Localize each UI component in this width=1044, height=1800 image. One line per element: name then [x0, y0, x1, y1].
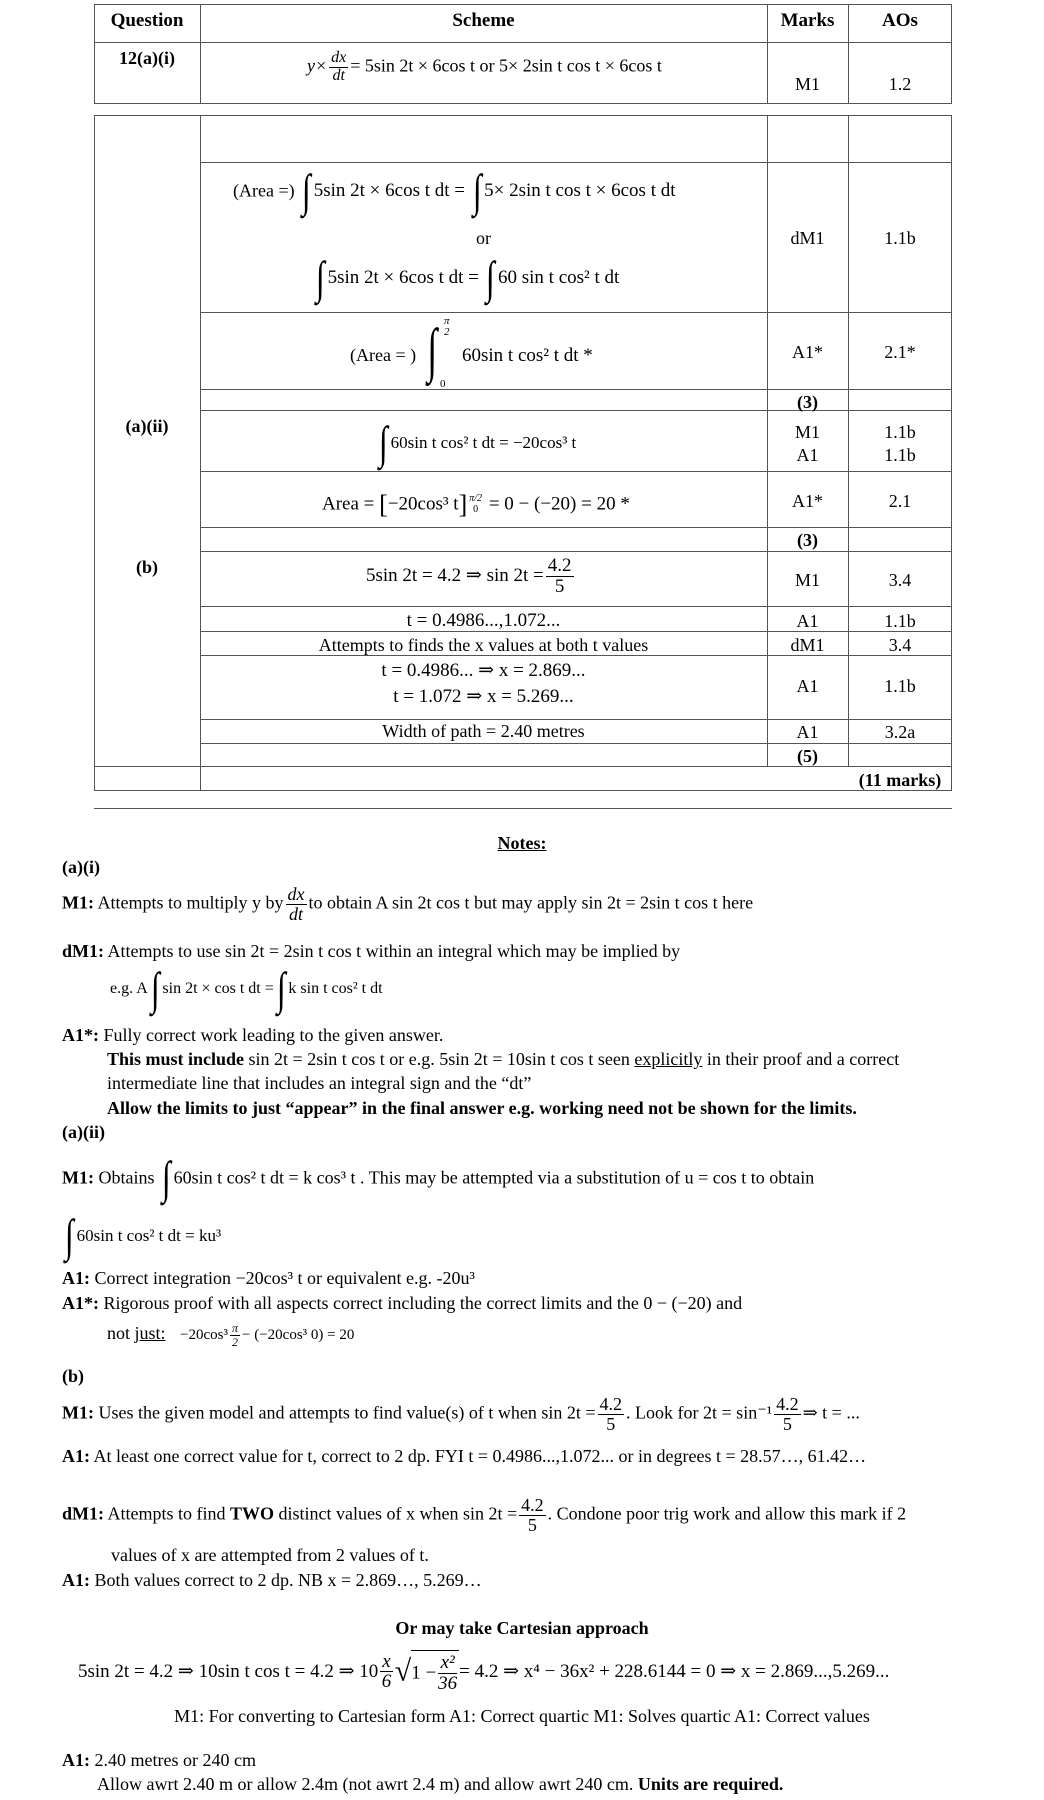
b-dm1-text-c: . Condone poor trig work and allow this mark if 2	[547, 1503, 907, 1524]
fraction	[519, 1496, 546, 1535]
b-a1-label: A1:	[62, 1446, 90, 1466]
notes-ai-m1	[62, 885, 753, 924]
lower-limit: 0	[440, 378, 446, 390]
frac-den: 5	[527, 1514, 537, 1535]
b-m1-label: M1:	[62, 1402, 94, 1423]
upper-den: 2	[444, 326, 450, 338]
scheme-12ai-y: y×	[307, 55, 328, 76]
notes-ai-dm1	[62, 941, 680, 962]
ao-aii-2: 1.1b	[884, 445, 916, 465]
frac-den: 5	[554, 575, 565, 597]
ao-aii-1: 1.1b	[884, 422, 916, 442]
cartesian-equation	[78, 1650, 889, 1694]
b-m1-text-b: . Look for 2t = sin⁻¹	[626, 1402, 773, 1423]
ao-b-5: 3.2a	[884, 722, 916, 742]
notes-a1s-line2	[107, 1049, 899, 1070]
header-scheme: Scheme	[452, 10, 515, 31]
b-eq4a: t = 0.4986... ⇒ x = 2.869...	[381, 660, 586, 681]
fraction	[380, 1652, 392, 1693]
mark-integral2: A1*	[792, 342, 823, 362]
integral-sign: ∫	[64, 1210, 74, 1261]
integral-area-line	[233, 165, 676, 216]
right-bracket: ]	[458, 490, 468, 519]
b-eq4b: t = 1.072 ⇒ x = 5.269...	[393, 686, 574, 707]
aii-m1-text-b: 60sin t cos² t dt = k cos³ t . This may be attempted via a substitution of u = cos t to obtain	[173, 1167, 815, 1188]
notjust-u: just:	[134, 1323, 166, 1344]
question-label-aii: (a)(ii)	[125, 416, 169, 436]
m1-text-b: to obtain A sin 2t cos t but may apply sin 2t = 2sin t cos t here	[308, 892, 754, 913]
b-m1-text-c: ⇒ t = ...	[802, 1402, 860, 1423]
cart-sqrt-a: 1 −	[411, 1662, 437, 1684]
dm1-eg-end: k sin t cos² t dt	[288, 979, 383, 997]
ao-b-1: 3.4	[888, 570, 912, 590]
notes-aii-notjust	[107, 1322, 354, 1348]
dm1-eg-mid: sin 2t × cos t dt =	[162, 979, 274, 997]
area-label-2: (Area = )	[350, 345, 417, 365]
mark-b-2: A1	[796, 611, 819, 631]
notjust-pre: not	[107, 1323, 131, 1344]
a1s-bold: This must include	[107, 1049, 245, 1069]
aii-a1-label: A1:	[62, 1268, 90, 1288]
fraction	[438, 1653, 457, 1694]
ao-integral1: 1.1b	[884, 228, 916, 248]
mark-b-1: M1	[794, 570, 820, 590]
divider	[200, 719, 952, 720]
notes-a1s-line4: Allow the limits to just “appear” in the final answer e.g. working need not be shown for the limits.	[107, 1098, 857, 1118]
frac-num: 4.2	[547, 555, 572, 576]
area-prefix: Area =	[322, 493, 375, 515]
question-label-12ai: 12(a)(i)	[119, 48, 175, 68]
upper-limit	[444, 316, 450, 338]
mark-aii-1: M1	[794, 422, 820, 442]
final-text: 2.40 metres or 240 cm	[94, 1750, 256, 1770]
a1s-underline: explicitly	[634, 1049, 703, 1069]
upper-num: π	[444, 315, 450, 327]
final-line2-bold: Units are required.	[637, 1774, 784, 1794]
header-question: Question	[110, 10, 184, 31]
b-dm1-text-a: Attempts to find	[107, 1503, 226, 1524]
b-eq1	[366, 556, 576, 597]
or-text: or	[476, 228, 491, 248]
fraction	[230, 1322, 240, 1348]
frac-den: dt	[289, 903, 304, 924]
m1-label: M1:	[62, 892, 94, 913]
fraction	[329, 50, 348, 85]
frac-num: dx	[287, 884, 305, 904]
sqrt-sign: √	[394, 1654, 412, 1688]
b-a1b-label: A1:	[62, 1570, 90, 1590]
mark-integral1: dM1	[790, 228, 825, 248]
question-label-b: (b)	[136, 557, 158, 577]
notes-final-line2	[97, 1774, 783, 1795]
notes-title: Notes:	[497, 833, 547, 853]
notjust-expr-b: − (−20cos³ 0) = 20	[242, 1327, 355, 1344]
frac-den: 36	[438, 1672, 458, 1694]
divider	[200, 312, 952, 313]
fraction	[546, 556, 574, 597]
divider	[200, 42, 201, 104]
notjust-expr-a: −20cos³	[180, 1327, 228, 1344]
a1s-rest: sin 2t = 2sin t cos t or e.g. 5sin 2t = 10sin t cos t seen	[248, 1049, 630, 1069]
cart-eq-a: 5sin 2t = 4.2 ⇒ 10sin t cos t = 4.2 ⇒ 10	[78, 1661, 379, 1683]
b-dm1-text-b: distinct values of x when sin 2t =	[278, 1503, 518, 1524]
final-line2-a: Allow awrt 2.40 m or allow 2.4m (not awrt 2.4 m) and allow awrt 240 cm.	[97, 1774, 634, 1794]
area-label: (Area =)	[233, 180, 295, 201]
frac-num: π	[231, 1321, 238, 1335]
aii-area-line	[322, 490, 630, 520]
frac-den: 5	[782, 1413, 792, 1434]
notes-b-a1	[62, 1446, 866, 1467]
frac-num: 4.2	[599, 1394, 623, 1414]
b-eq3: Attempts to finds the x values at both t values	[318, 635, 649, 655]
notes-b-label: (b)	[62, 1366, 84, 1386]
divider	[767, 42, 768, 104]
divider	[200, 527, 952, 528]
scheme-12ai-rest: = 5sin 2t × 6cos t or 5× 2sin t cos t × 6cos t	[350, 55, 662, 76]
integral-sign: ∫	[150, 963, 160, 1014]
frac-den: 5	[606, 1413, 616, 1434]
limit-lower: 0	[473, 503, 479, 515]
b-a1-text: At least one correct value for t, correct to 2 dp. FYI t = 0.4986...,1.072... or in degrees t = 28.57…, 61.42…	[93, 1446, 867, 1466]
frac-den: dt	[332, 66, 345, 84]
b-m1-text-a: Uses the given model and attempts to find value(s) of t when sin 2t =	[98, 1402, 596, 1423]
b-dm1-label: dM1:	[62, 1503, 104, 1524]
aii-integral	[376, 417, 577, 468]
integral-sign: ∫	[315, 252, 325, 303]
grand-total: (11 marks)	[858, 770, 942, 790]
b-a1b-text: Both values correct to 2 dp. NB x = 2.869…, 5.269…	[94, 1570, 482, 1590]
notes-b-dm1-line2: values of x are attempted from 2 values of t.	[111, 1545, 429, 1565]
divider	[200, 743, 952, 744]
integral-sign: ∫	[427, 317, 438, 383]
a1s-end: in their proof and a correct	[706, 1049, 900, 1069]
integral-lhs: 5sin 2t × 6cos t dt =	[313, 180, 466, 202]
frac-num: x²	[438, 1653, 457, 1674]
notes-b-a1b	[62, 1570, 482, 1591]
frac-num: x	[382, 1650, 391, 1672]
header-aos: AOs	[882, 10, 918, 31]
aii-integral-text: 60sin t cos² t dt = −20cos³ t	[390, 433, 577, 453]
dm1-label: dM1:	[62, 941, 104, 961]
divider	[200, 551, 952, 552]
b-dm1-bold: TWO	[230, 1503, 275, 1524]
integral-rhs2: 60 sin t cos² t dt	[498, 267, 620, 289]
ao-integral2: 2.1*	[884, 342, 916, 362]
notes-aii-a1	[62, 1268, 475, 1289]
sqrt-body	[411, 1650, 459, 1694]
dm1-eg-pre: e.g. A	[110, 979, 148, 997]
aii-a1s-text: Rigorous proof with all aspects correct including the correct limits and the 0 − (−20) and	[103, 1293, 743, 1313]
mark-12ai: M1	[794, 74, 820, 94]
fraction	[774, 1395, 801, 1434]
b-eq1-pre: 5sin 2t = 4.2 ⇒ sin 2t =	[366, 564, 544, 586]
total-aii: (3)	[797, 530, 818, 550]
notes-a1s-line3: intermediate line that includes an integral sign and the “dt”	[107, 1073, 532, 1093]
aii-a1s-label: A1*:	[62, 1293, 99, 1313]
frac-den: 6	[381, 1671, 392, 1693]
notes-aii-label: (a)(ii)	[62, 1122, 105, 1142]
integral-sign: ∫	[378, 417, 388, 468]
notes-aii-m1	[62, 1152, 815, 1203]
ao-b-3: 3.4	[888, 635, 912, 655]
total-b: (5)	[797, 746, 818, 766]
aii-m1-label: M1:	[62, 1167, 94, 1188]
frac-num: 4.2	[521, 1495, 544, 1515]
divider	[200, 162, 952, 163]
m1-text-a: Attempts to multiply y by	[97, 892, 284, 913]
area-bracket: −20cos³ t	[387, 493, 459, 515]
integral-alt-line	[313, 252, 620, 303]
area-post: = 0 − (−20) = 20 *	[488, 493, 630, 515]
a1s-label: A1*:	[62, 1025, 99, 1045]
integral-rhs: 5× 2sin t cos t × 6cos t dt	[484, 180, 676, 202]
left-bracket: [	[379, 490, 388, 519]
dm1-text: Attempts to use sin 2t = 2sin t cos t within an integral which may be implied by	[107, 941, 681, 961]
mark-aii-3: A1*	[792, 491, 823, 511]
scheme-12ai	[307, 50, 662, 85]
cartesian-title: Or may take Cartesian approach	[395, 1618, 649, 1638]
frac-num: dx	[331, 49, 347, 66]
notes-final-a1	[62, 1750, 256, 1771]
mark-aii-2: A1	[796, 445, 819, 465]
limits	[469, 494, 482, 515]
limit-upper: π/2	[469, 493, 483, 505]
notes-ai-label: (a)(i)	[62, 857, 100, 877]
aii-m1-text-a: Obtains	[98, 1167, 155, 1188]
mark-b-5: A1	[796, 722, 819, 742]
total-ai: (3)	[797, 392, 818, 412]
ao-b-2: 1.1b	[884, 611, 916, 631]
notes-aii-m1-line2	[62, 1210, 222, 1261]
integral2-body: 60sin t cos² t dt *	[462, 345, 593, 366]
aii-a1-text: Correct integration −20cos³ t or equivalent e.g. -20u³	[94, 1268, 475, 1288]
notes-b-m1	[62, 1395, 860, 1434]
cartesian-marks: M1: For converting to Cartesian form A1: Correct quartic M1: Solves quartic A1: Correct values	[174, 1706, 870, 1726]
notes-dm1-example	[110, 963, 383, 1014]
mark-b-4: A1	[796, 676, 819, 696]
integral-sign: ∫	[276, 963, 286, 1014]
divider	[200, 606, 952, 607]
fraction	[598, 1395, 625, 1434]
notes-b-dm1	[62, 1496, 906, 1535]
divider	[848, 42, 849, 104]
integral-sign: ∫	[302, 165, 311, 216]
divider	[200, 471, 952, 472]
integral-sign: ∫	[161, 1152, 171, 1203]
integral-sign: ∫	[486, 252, 496, 303]
b-eq2: t = 0.4986...,1.072...	[406, 610, 561, 631]
b-eq5: Width of path = 2.40 metres	[382, 721, 585, 741]
section-separator	[94, 808, 952, 809]
integral-lhs2: 5sin 2t × 6cos t dt =	[327, 267, 479, 289]
cart-eq-b: = 4.2 ⇒ x⁴ − 36x² + 228.6144 = 0 ⇒ x = 2.869...,5.269...	[459, 1661, 890, 1683]
ao-12ai: 1.2	[888, 74, 912, 94]
fraction	[286, 885, 307, 924]
frac-num: 4.2	[776, 1394, 799, 1414]
a1s-text: Fully correct work leading to the given answer.	[103, 1025, 444, 1045]
header-marks: Marks	[780, 10, 835, 31]
notes-aii-a1star	[62, 1293, 742, 1314]
ao-b-4: 1.1b	[884, 676, 916, 696]
aii-m1-line2: 60sin t cos² t dt = ku³	[76, 1226, 222, 1246]
final-label: A1:	[62, 1750, 90, 1770]
notes-ai-a1star	[62, 1025, 443, 1046]
integral-sign: ∫	[472, 165, 482, 216]
ao-aii-3: 2.1	[888, 491, 912, 511]
frac-den: 2	[231, 1334, 238, 1349]
definite-integral	[427, 315, 450, 390]
divider	[200, 389, 952, 390]
mark-b-3: dM1	[790, 635, 825, 655]
